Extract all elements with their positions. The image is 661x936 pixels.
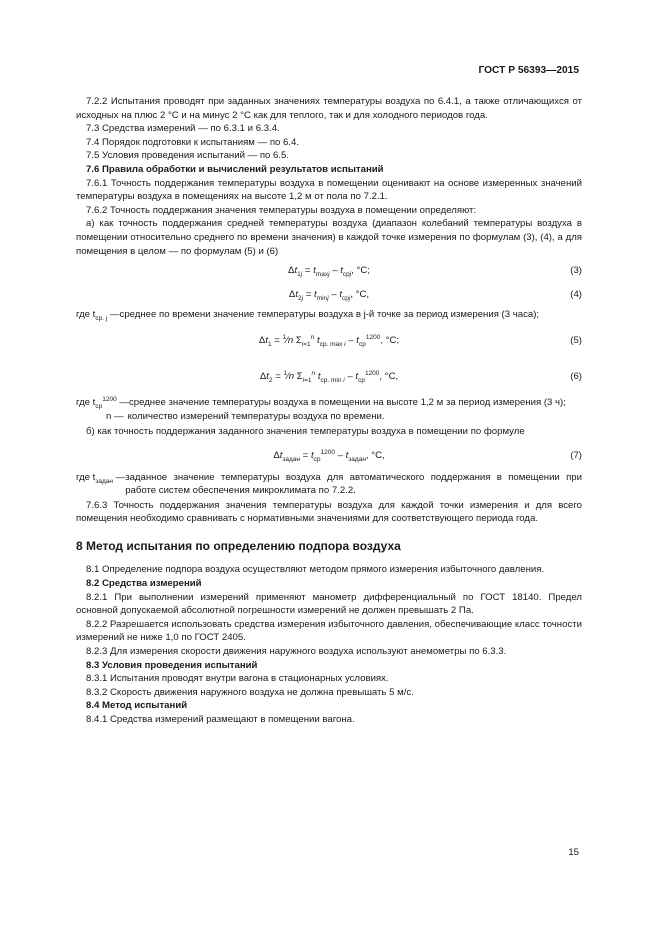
document-code: ГОСТ Р 56393—2015 [478, 65, 579, 76]
formula-4 [76, 284, 582, 306]
section-heading-7-6: 7.6 Правила обработки и вычислений результатов испытаний [86, 163, 384, 175]
where-text: среднее по времени значение температуры воздуха в j-й точке за период измерения (3 часа); [119, 309, 540, 321]
paragraph-b: б) как точность поддержания заданного значения температуры воздуха в помещении по формуле [86, 425, 525, 437]
where-label: где t [76, 309, 96, 321]
formula-6-expression: $\Delta t_2$ = $^1$⁄n $\Sigma_{i=1}^n$ $t_{ср. min i} - t_{ср}^{1200}$, °С, [259, 369, 399, 384]
paragraph-8-2-3: 8.2.3 Для измерения скорости движения наружного воздуха используют анемометры по 6.3.3. [86, 646, 507, 658]
where-t-cp-1200 [76, 396, 582, 410]
paragraph-7-6-1: 7.6.1 Точность поддержания температуры воздуха в помещении оценивают на основе измеренных значений температуры воздуха в помещениях на высоте 1,2 м от пола по 7.2.1. [76, 177, 582, 203]
where-label: n — [106, 411, 124, 423]
paragraph-7-6-3: 7.6.3 Точность поддержания значения температуры воздуха для каждой точки измерения и для всего помещения необходимо сравнивать с нормативными значениями для соответствующего периода года. [76, 499, 582, 525]
where-dash: — [116, 396, 129, 408]
where-t-zadan [76, 471, 582, 498]
formula-7 [76, 441, 582, 469]
page-number: 15 [568, 847, 579, 858]
where-t-cp-j [76, 308, 582, 322]
formula-7-expression: $\Delta t_{задан} = t_{ср}^{1200} - t_{задан}$, °С, [273, 448, 385, 463]
formula-3-number: (3) [570, 265, 582, 277]
paragraph-8-1: 8.1 Определение подпора воздуха осуществляют методом прямого измерения избыточного давления. [86, 564, 545, 576]
formula-7-number: (7) [570, 449, 582, 461]
section-heading-8-3: 8.3 Условия проведения испытаний [86, 659, 258, 671]
where-label: где t [76, 471, 96, 483]
formula-5-number: (5) [570, 334, 582, 346]
formula-5 [76, 324, 582, 358]
paragraph-8-2-1: 8.2.1 При выполнении измерений применяют манометр дифференциальный по ГОСТ 18140. Предел основной допускаемой абсолютной погрешности измерений не должен превышать 2 Па. [76, 591, 582, 617]
where-text: среднее значение температуры воздуха в помещении на высоте 1,2 м за период измерения (3 ч); [128, 396, 566, 408]
paragraph-8-2-2: 8.2.2 Разрешается использовать средства измерения избыточного давления, обеспечивающие класс точности измерений не ниже 1,0 по ГОСТ 2405. [76, 618, 582, 644]
where-n [76, 410, 582, 424]
formula-3-expression: $\Delta t_{1j} = t_{maxj} - t_{срj}$, °С; [288, 265, 370, 279]
formula-3 [76, 260, 582, 282]
paragraph-a: а) как точность поддержания средней температуры воздуха (диапазон колебаний температуры воздуха в помещении относительно среднего по времени значения) в каждой точке измерения по формулам (3), (4), а для помещения в целом — по формулам (5) и (6) [76, 218, 582, 257]
section-heading-8: 8 Метод испытания по определению подпора воздуха [76, 538, 401, 553]
where-dash: — [112, 471, 126, 483]
paragraph-8-3-1: 8.3.1 Испытания проводят внутри вагона в стационарных условиях. [86, 673, 389, 685]
paragraph-7-6-2: 7.6.2 Точность поддержания значения температуры воздуха в помещении определяют: [86, 204, 477, 216]
paragraph-7-4: 7.4 Порядок подготовки к испытаниям — по 6.4. [86, 136, 300, 148]
where-label-sup: 1200 [102, 395, 117, 403]
page-content [76, 95, 582, 727]
where-label-sub: ср. j [95, 315, 108, 323]
formula-6 [76, 360, 582, 394]
where-dash: — [107, 309, 120, 321]
section-heading-8-4: 8.4 Метод испытаний [86, 700, 188, 712]
where-label-sub: ср [95, 402, 103, 410]
section-heading-8-2: 8.2 Средства измерений [86, 578, 202, 590]
where-label: где t [76, 396, 96, 408]
where-label-sub: задан [95, 477, 113, 485]
paragraph-8-3-2: 8.3.2 Скорость движения наружного воздуха не должна превышать 5 м/с. [86, 686, 414, 698]
where-text: заданное значение температуры воздуха для автоматического поддержания в помещении при работе систем обеспечения микроклимата по 7.2.2. [125, 471, 582, 497]
formula-4-expression: $\Delta t_{2j} = t_{minj} - t_{срj}$, °С, [288, 289, 370, 303]
formula-4-number: (4) [570, 289, 582, 301]
paragraph-7-3: 7.3 Средства измерений — по 6.3.1 и 6.3.4. [86, 123, 280, 135]
paragraph-7-5: 7.5 Условия проведения испытаний — по 6.5. [86, 150, 290, 162]
formula-6-number: (6) [570, 370, 582, 382]
paragraph-8-4-1: 8.4.1 Средства измерений размещают в помещении вагона. [86, 714, 355, 725]
where-text: количество измерений температуры воздуха по времени. [127, 411, 385, 423]
paragraph-7-2-2: 7.2.2 Испытания проводят при заданных значениях температуры воздуха по 6.4.1, а также отличающихся от исходных на плюс 2 °С и на минус 2 °С как для теплого, так и для холодного периодов года. [76, 96, 582, 121]
formula-5-expression: $\Delta t_1$ = $^1$⁄n $\Sigma_{i=1}^n$ $t_{ср. max i} - t_{ср}^{1200}$, °С; [258, 333, 400, 348]
